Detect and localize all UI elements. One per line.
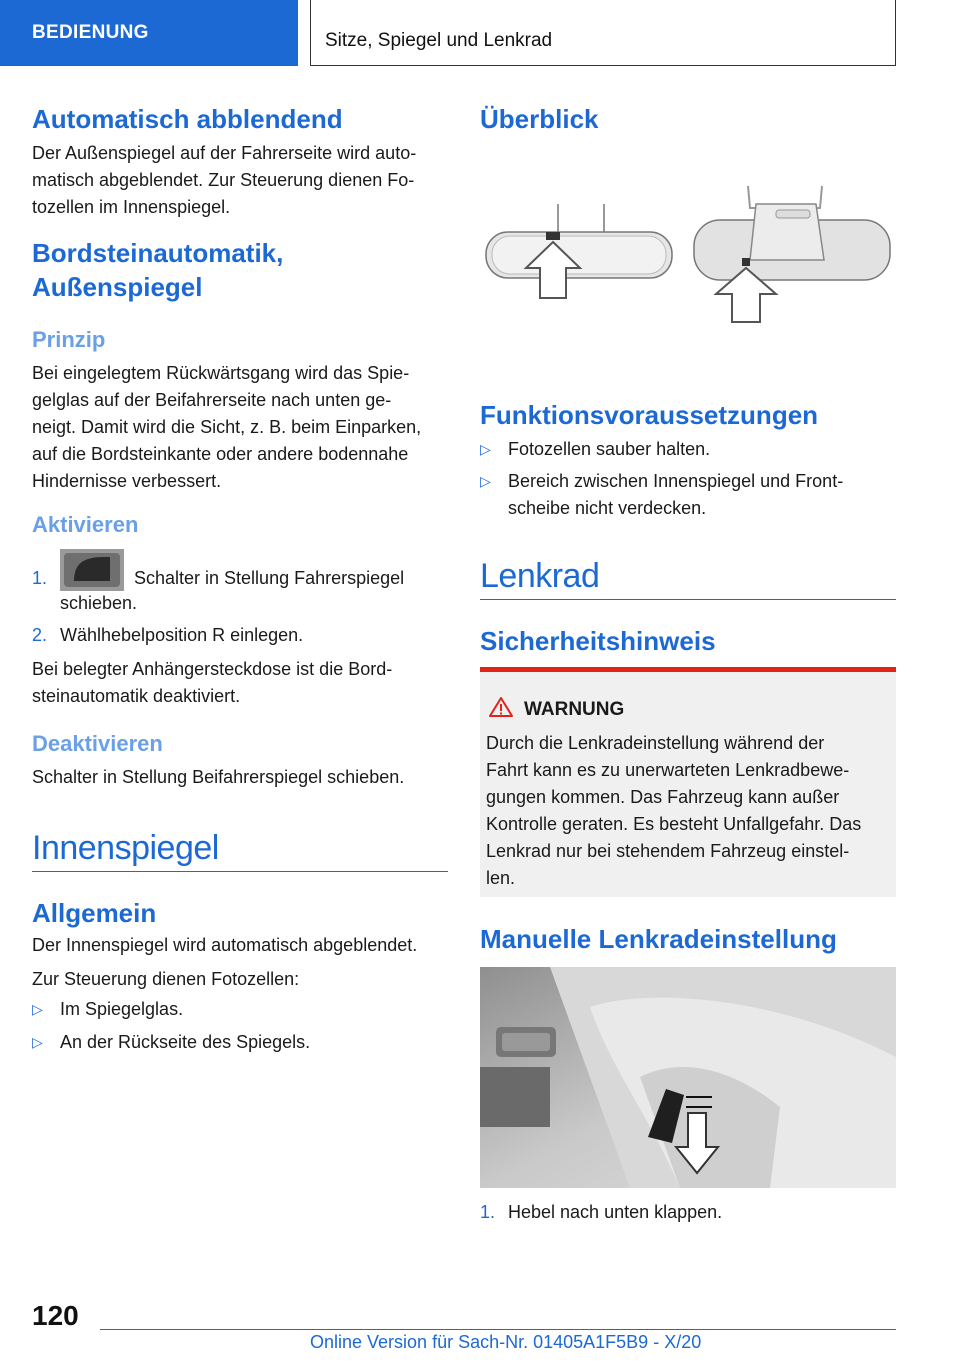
general-bullet <box>32 1029 452 1057</box>
heading-curb <box>32 236 283 304</box>
heading-steering-wheel: Lenkrad <box>480 557 600 595</box>
step-number: 2. <box>32 625 48 645</box>
heading-manual-adjust: Manuelle Lenkradeinstellung <box>480 924 837 954</box>
general-bullet <box>32 996 452 1024</box>
principle-line: auf die Bordsteinkante oder andere bodennahe <box>32 444 409 464</box>
online-version-link[interactable]: Online Version für Sach-Nr. 01405A1F5B9 - X/20 <box>310 1332 702 1352</box>
step-text: Hebel nach unten klappen. <box>508 1202 723 1222</box>
principle-line: Hindernisse verbessert. <box>32 471 222 491</box>
section-rule <box>32 871 448 872</box>
auto-text-line: Der Außenspiegel auf der Fahrerseite wird auto- <box>32 143 417 163</box>
auto-text-line: matisch abgeblendet. Zur Steuerung dienen Fo- <box>32 170 415 190</box>
bullet-triangle-icon: ▷ <box>480 441 491 457</box>
bullet-triangle-icon: ▷ <box>32 1034 43 1050</box>
bullet-text: An der Rückseite des Spiegels. <box>60 1032 311 1052</box>
note-line: Bei belegter Anhängersteckdose ist die Bord- <box>32 659 393 679</box>
warning-label: WARNUNG <box>524 699 625 720</box>
mirror-switch-icon <box>60 549 124 591</box>
section-rule <box>480 599 896 600</box>
general-text-1: Der Innenspiegel wird automatisch abgeblendet. <box>32 935 418 955</box>
page-number: 120 <box>32 1300 79 1331</box>
warning-line: len. <box>486 868 516 888</box>
footer-rule <box>100 1329 896 1330</box>
auto-text-line: tozellen im Innenspiegel. <box>32 197 231 217</box>
bullet-triangle-icon: ▷ <box>32 1001 43 1017</box>
heading-auto-dim: Automatisch abblendend <box>32 104 343 134</box>
chapter-header <box>310 0 896 66</box>
principle-line: gelglas auf der Beifahrerseite nach unten ge- <box>32 390 392 410</box>
note-line: steinautomatik deaktiviert. <box>32 686 241 706</box>
step-number: 1. <box>32 568 48 588</box>
heading-safety: Sicherheitshinweis <box>480 626 716 656</box>
activate-step-2 <box>32 622 452 650</box>
curb-title-line: Außenspiegel <box>32 272 203 302</box>
heading-general: Allgemein <box>32 898 157 928</box>
bullet-text: scheibe nicht verdecken. <box>508 498 707 518</box>
deactivate-text: Schalter in Stellung Beifahrerspiegel schieben. <box>32 767 405 787</box>
warning-triangle-icon <box>488 696 514 718</box>
heading-principle: Prinzip <box>32 327 106 352</box>
curb-title-line: Bordsteinautomatik, <box>32 238 284 268</box>
heading-overview: Überblick <box>480 104 599 134</box>
bullet-text: Im Spiegelglas. <box>60 999 184 1019</box>
step-number: 1. <box>480 1202 496 1222</box>
mirror-overview-illustration <box>480 180 896 330</box>
auto-dim-text <box>32 140 416 221</box>
section-label: BEDIENUNG <box>32 22 149 43</box>
warning-line: Kontrolle geraten. Es besteht Unfallgefahr. Das <box>486 814 862 834</box>
section-tab <box>0 0 298 66</box>
warning-text <box>486 730 892 892</box>
bullet-text: Fotozellen sauber halten. <box>508 439 711 459</box>
heading-deactivate: Deaktivieren <box>32 731 163 756</box>
step-text: schieben. <box>60 593 138 613</box>
heading-requirements: Funktionsvoraussetzungen <box>480 400 819 430</box>
step-text: Wählhebelposition R einlegen. <box>60 625 304 645</box>
heading-inner-mirror: Innenspiegel <box>32 829 219 867</box>
principle-line: neigt. Damit wird die Sicht, z. B. beim Einparken, <box>32 417 422 437</box>
warning-line: gungen kommen. Das Fahrzeug kann außer <box>486 787 840 807</box>
requirement-bullet <box>480 468 900 524</box>
bullet-text: Bereich zwischen Innenspiegel und Front- <box>508 471 844 491</box>
chapter-label: Sitze, Spiegel und Lenkrad <box>325 30 553 51</box>
warning-line: Fahrt kann es zu unerwarteten Lenkradbewe- <box>486 760 850 780</box>
manual-step-1 <box>480 1199 900 1227</box>
principle-line: Bei eingelegtem Rückwärtsgang wird das Spie- <box>32 363 410 383</box>
heading-activate: Aktivieren <box>32 512 139 537</box>
bullet-triangle-icon: ▷ <box>480 473 491 489</box>
warning-line: Lenkrad nur bei stehendem Fahrzeug einstel- <box>486 841 850 861</box>
step-text: Schalter in Stellung Fahrerspiegel <box>134 568 405 588</box>
warning-line: Durch die Lenkradeinstellung während der <box>486 733 825 753</box>
activate-note <box>32 656 392 710</box>
requirement-bullet <box>480 436 900 464</box>
steering-column-photo <box>480 967 896 1188</box>
principle-text <box>32 360 421 495</box>
activate-step-1 <box>32 565 452 625</box>
warning-box <box>480 667 896 897</box>
general-text-2: Zur Steuerung dienen Fotozellen: <box>32 969 300 989</box>
